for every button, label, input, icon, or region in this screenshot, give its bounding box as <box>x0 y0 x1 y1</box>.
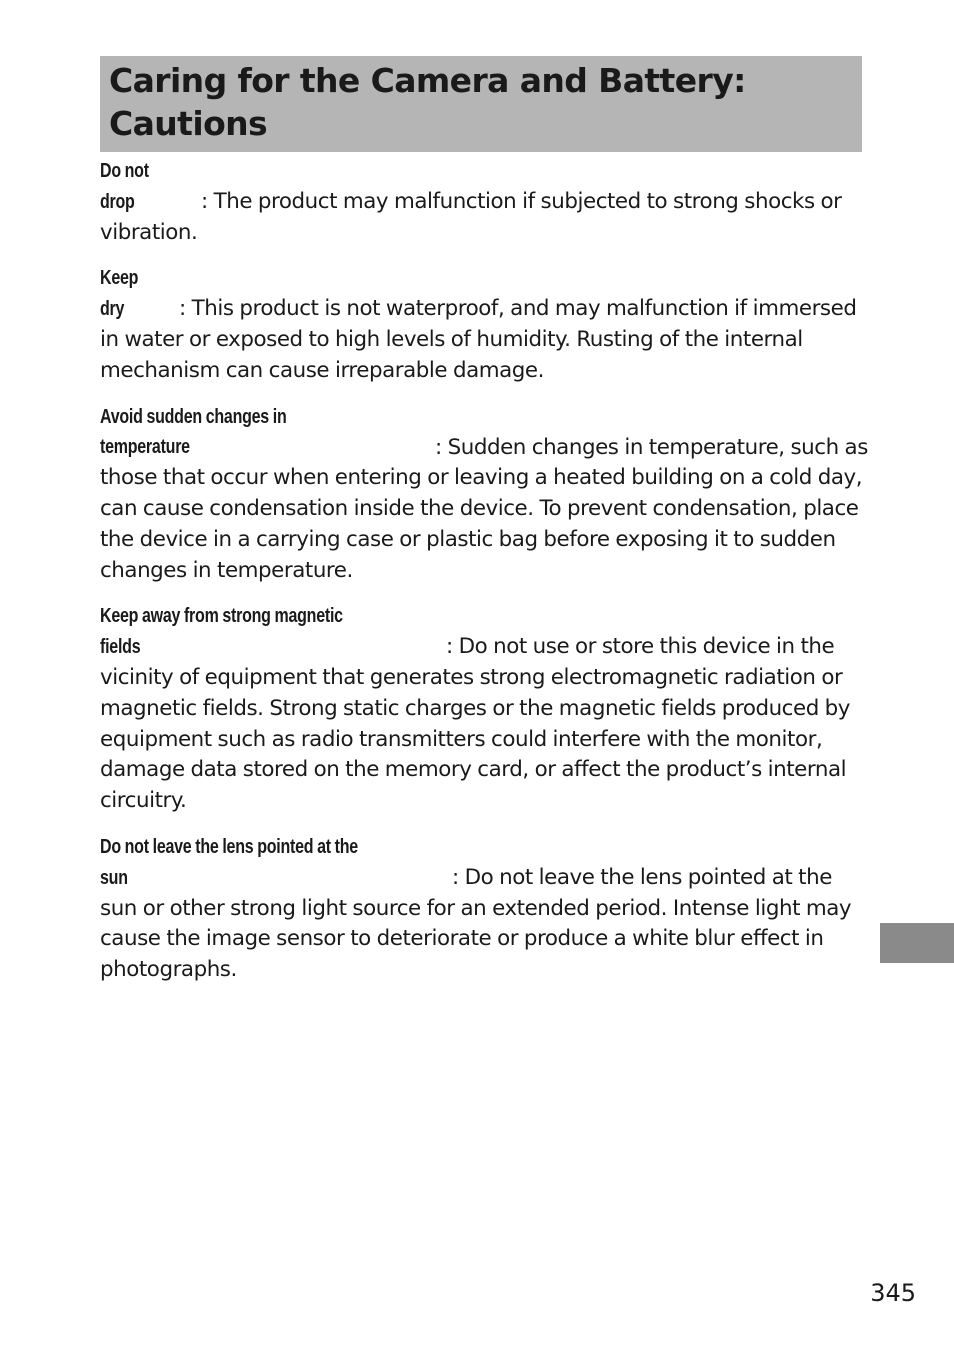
caution-item-magnetic-fields <box>100 601 870 817</box>
section-thumb-tab <box>880 923 954 963</box>
section-title-banner <box>100 56 862 152</box>
caution-item-temperature <box>100 402 870 587</box>
caution-text: : This product is not waterproof, and may malfunction if immersed in water or exposed to high levels of humidity. Rusting of the internal mechanism can cause irreparable damage. <box>100 296 857 383</box>
caution-text: : Sudden changes in temperature, such as those that occur when entering or leaving a heated building on a cold day, can cause condensation inside the device. To prevent condensation, place the device in a carrying case or plastic bag before exposing it to sudden changes in temperature. <box>100 434 868 583</box>
caution-text: : The product may malfunction if subjected to strong shocks or vibration. <box>100 188 842 245</box>
caution-text: : Do not leave the lens pointed at the sun or other strong light source for an extended period. Intense light may cause the image sensor to deteriorate or produce a white blur effect in photographs. <box>100 864 852 983</box>
caution-text: : Do not use or store this device in the vicinity of equipment that generates strong electromagnetic radiation or magnetic fields. Strong static charges or the magnetic fields produced by equipment such as radio transmitters could interfere with the monitor, damage data stored on the memory card, or affect the product’s internal circuitry. <box>100 634 851 814</box>
page-title <box>109 59 852 145</box>
caution-label: Keep dry <box>100 267 139 321</box>
cautions-list <box>100 156 870 1001</box>
page-title-line-2: Cautions <box>109 104 268 143</box>
caution-item-keep-dry <box>100 263 870 386</box>
caution-label: Keep away from strong magnetic fields <box>100 605 343 659</box>
caution-label: Avoid sudden changes in temperature <box>100 405 287 459</box>
caution-item-do-not-drop <box>100 156 870 248</box>
caution-label: Do not leave the lens pointed at the sun <box>100 835 358 889</box>
page-title-line-1: Caring for the Camera and Battery: <box>109 61 746 100</box>
caution-item-lens-sun <box>100 832 870 986</box>
caution-label: Do not drop <box>100 160 149 213</box>
page-number: 345 <box>870 1279 916 1307</box>
